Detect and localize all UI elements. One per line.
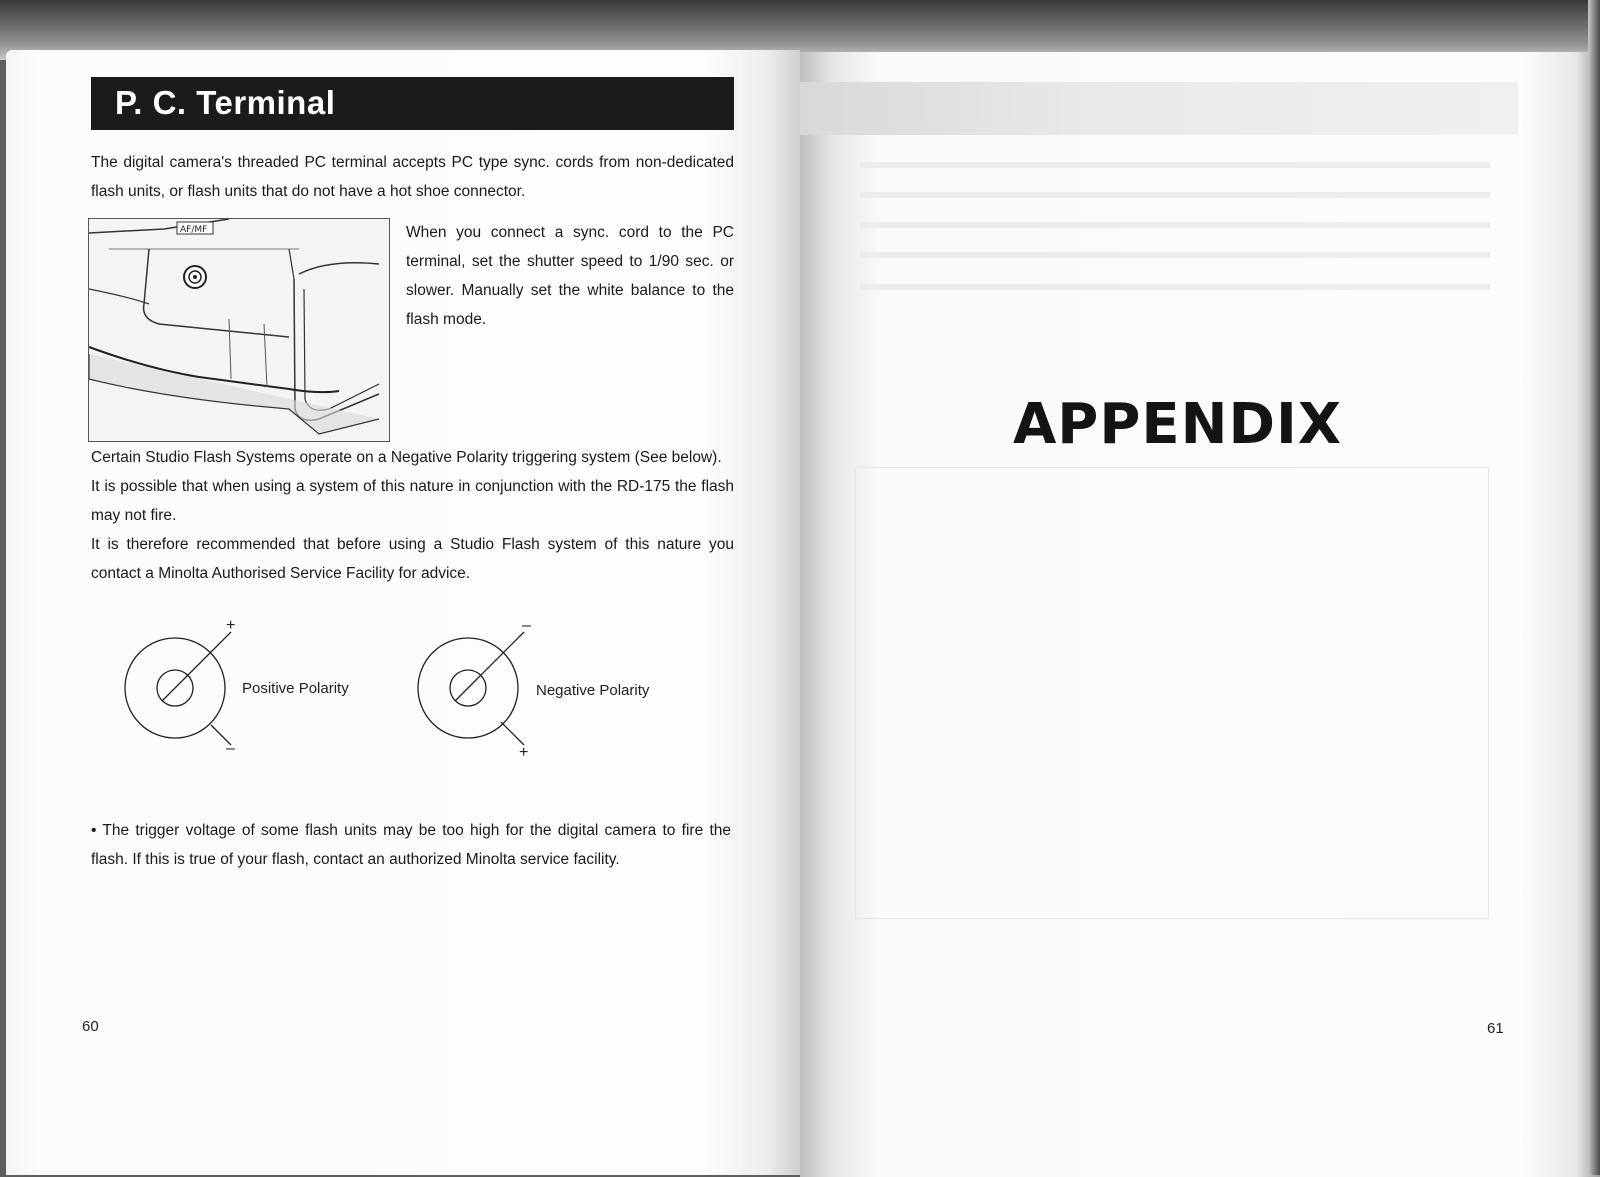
- right-page: [800, 52, 1600, 1177]
- page-edge-shadow: [1588, 0, 1600, 1175]
- pc-terminal-illustration: [88, 218, 390, 442]
- studio-flash-line-2: It is possible that when using a system of this nature in conjunction with the RD-175 the flash may not fire.: [91, 478, 734, 524]
- bleed-through-text: [860, 252, 1490, 258]
- positive-plus-sign: +: [226, 620, 236, 634]
- bleed-through-text: [860, 192, 1490, 198]
- negative-minus-sign: –: [522, 620, 531, 634]
- page-number-left: 60: [82, 1018, 99, 1035]
- bleed-through-title-bar: [800, 82, 1518, 135]
- positive-polarity-symbol: [125, 620, 235, 757]
- left-page: [6, 50, 800, 1175]
- af-mf-label: AF/MF: [180, 225, 208, 235]
- studio-flash-paragraph: [91, 443, 734, 588]
- appendix-heading: APPENDIX: [1012, 392, 1343, 457]
- negative-plus-sign: +: [519, 744, 529, 761]
- trigger-voltage-note: • The trigger voltage of some flash units may be too high for the digital camera to fire the flash. If this is true of your flash, contact an authorized Minolta service facility.: [91, 822, 731, 868]
- section-title: P. C. Terminal: [115, 84, 336, 121]
- positive-minus-sign: –: [226, 740, 235, 757]
- section-title-bar: [91, 77, 734, 130]
- positive-polarity-label: Positive Polarity: [242, 680, 349, 697]
- intro-paragraph: The digital camera's threaded PC terminal accepts PC type sync. cords from non-dedicated flash units, or flash units that do not have a hot shoe connector.: [91, 154, 734, 200]
- studio-flash-line-3: It is therefore recommended that before using a Studio Flash system of this nature you contact a Minolta Authorised Service Facility for advice.: [91, 536, 734, 582]
- bleed-through-text: [860, 222, 1490, 228]
- bleed-through-box: [855, 467, 1489, 919]
- negative-polarity-symbol: [418, 620, 531, 761]
- sync-cord-instruction: When you connect a sync. cord to the PC terminal, set the shutter speed to 1/90 sec. or slower. Manually set the white balance to the flash mode.: [406, 224, 734, 328]
- studio-flash-line-1: Certain Studio Flash Systems operate on a Negative Polarity triggering system (See below).: [91, 449, 722, 466]
- polarity-diagram: [86, 620, 726, 770]
- bleed-through-text: [860, 284, 1490, 290]
- negative-polarity-label: Negative Polarity: [536, 682, 650, 699]
- bleed-through-text: [860, 162, 1490, 168]
- page-number-right: 61: [1487, 1020, 1504, 1037]
